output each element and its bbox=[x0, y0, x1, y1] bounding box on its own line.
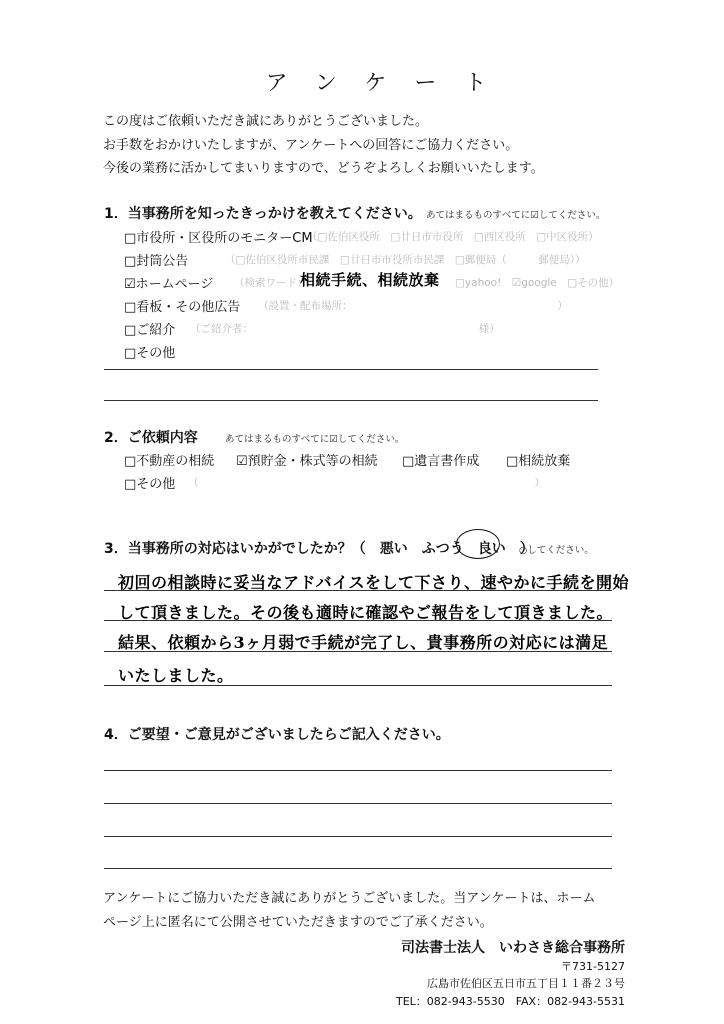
q1-heading: 1．当事務所を知ったきっかけを教えてください。 bbox=[104, 206, 422, 222]
intro-line-1: この度はご依頼いただき誠にありがとうございました。 bbox=[103, 114, 429, 129]
q4-write-line-3 bbox=[104, 836, 612, 837]
q2-option-other-sub: （ ） bbox=[188, 477, 545, 489]
q1-search-word-answer: 相続手続、相続放棄 bbox=[300, 271, 440, 289]
intro-line-2: お手数をおかけいたしますが、アンケートへの回答にご協力ください。 bbox=[103, 138, 519, 153]
q1-option-other[interactable]: □その他 bbox=[124, 346, 176, 361]
q2-note: あてはまるものすべてに☑してください。 bbox=[225, 434, 405, 445]
q1-option-referral-sub: （ご紹介者： 様） bbox=[190, 323, 500, 335]
q1-option-signboard-sub: （設置・配布場所： ） bbox=[258, 300, 568, 312]
q3-selected-circle bbox=[456, 529, 500, 559]
q4-heading: 4．ご要望・ご意見がございましたらご記入ください。 bbox=[104, 727, 450, 743]
q3-answer-line-2: して頂きました。その後も適時に確認やご報告をして頂きました。 bbox=[118, 603, 614, 622]
contact-numbers: TEL：082-943-5530 FAX：082-943-5531 bbox=[395, 995, 625, 1008]
q2-option-other[interactable]: □その他 bbox=[124, 477, 176, 492]
q3-answer-line-3: 結果、依頼から3ヶ月弱で手続が完了し、貴事務所の対応には満足 bbox=[118, 633, 609, 652]
q4-write-line-4 bbox=[104, 868, 612, 869]
q3-write-line-2 bbox=[104, 620, 612, 621]
q1-option-referral[interactable]: □ご紹介 bbox=[124, 323, 176, 338]
q3-answer-line-4: いたしました。 bbox=[118, 666, 234, 685]
q2-option-renunciation[interactable]: □相続放棄 bbox=[506, 454, 571, 469]
q1-option-envelope[interactable]: □封筒公告 bbox=[124, 254, 189, 269]
q1-option-homepage-engines: □yahoo! ☑google □その他） bbox=[455, 277, 620, 289]
q4-write-line-1 bbox=[104, 770, 612, 771]
q2-option-deposits[interactable]: ☑預貯金・株式等の相続 bbox=[236, 454, 378, 469]
q1-write-line-1 bbox=[104, 369, 598, 370]
q2-heading: 2．ご依頼内容 bbox=[104, 430, 198, 446]
q1-option-monitor-cm[interactable]: □市役所・区役所のモニターCM bbox=[124, 231, 313, 246]
q1-note: あてはまるものすべてに☑してください。 bbox=[426, 210, 606, 221]
q1-option-envelope-sub: （□佐伯区役所市民課 □廿日市市役所市民課 □郵便局（ 郵便局）） bbox=[225, 254, 586, 266]
q1-option-signboard[interactable]: □看板・その他広告 bbox=[124, 300, 241, 315]
q3-write-line-1 bbox=[104, 590, 612, 591]
q3-note: ○してください。 bbox=[519, 545, 594, 556]
q1-write-line-2 bbox=[104, 400, 598, 401]
address: 広島市佐伯区五日市五丁目１１番２３号 bbox=[427, 977, 625, 990]
q3-heading: 3．当事務所の対応はいかがでしたか？（ 悪い ふつう 良い ） bbox=[104, 541, 534, 557]
q2-option-will[interactable]: □遺言書作成 bbox=[402, 454, 480, 469]
postal-code: 〒731-5127 bbox=[561, 960, 625, 973]
intro-line-3: 今後の業務に活かしてまいりますので、どうぞよろしくお願いいたします。 bbox=[103, 161, 544, 176]
q3-answer-line-1: 初回の相談時に妥当なアドバイスをして下さり、速やかに手続を開始 bbox=[118, 573, 630, 592]
organization-name: 司法書士法人 いわさき総合事務所 bbox=[401, 940, 625, 956]
q1-option-monitor-cm-sub: （□佐伯区役所 □廿日市市役所 □西区役所 □中区役所） bbox=[307, 231, 599, 243]
q1-option-homepage[interactable]: ☑ホームページ bbox=[124, 277, 214, 292]
footer-thanks-line-2: ページ上に匿名にて公開させていただきますのでご了承ください。 bbox=[103, 915, 493, 930]
q1-option-homepage-sub: （検索ワード： bbox=[234, 277, 308, 289]
q3-write-line-4 bbox=[104, 685, 612, 686]
page-title: アンケート bbox=[265, 71, 515, 96]
footer-thanks-line-1: アンケートにご協力いただき誠にありがとうございました。当アンケートは、ホーム bbox=[103, 891, 596, 906]
q2-option-real-estate[interactable]: □不動産の相続 bbox=[124, 454, 215, 469]
q4-write-line-2 bbox=[104, 803, 612, 804]
q3-write-line-3 bbox=[104, 651, 612, 652]
